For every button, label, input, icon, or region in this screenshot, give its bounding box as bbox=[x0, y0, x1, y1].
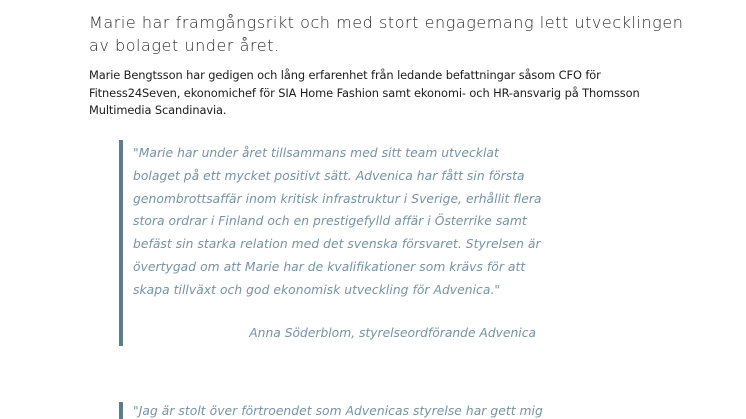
quote-attribution: Anna Söderblom, styrelseordförande Advenica bbox=[249, 326, 536, 340]
quote-text bbox=[133, 400, 549, 419]
quote-line: genombrottsaffär inom kritisk infrastruktur i Sverige, erhållit flera bbox=[133, 191, 542, 206]
quote-text bbox=[133, 140, 549, 302]
quote-line: "Jag är stolt över förtroendet som Advenicas styrelse har gett mig bbox=[133, 404, 543, 418]
quote-line: befäst sin starka relation med det svenska försvaret. Styrelsen är bbox=[133, 237, 541, 252]
lead-line-cut bbox=[89, 0, 709, 11]
blockquote-chairman bbox=[119, 140, 549, 346]
quote-line: stora ordrar i Finland och en prestigefylld affär i Österrike samt bbox=[133, 214, 527, 229]
quote-line: "Marie har under året tillsammans med sitt team utvecklat bbox=[133, 146, 499, 160]
quote-line: skapa tillväxt och god ekonomisk utveckling för Advenica." bbox=[133, 282, 501, 297]
quote-line: övertygad om att Marie har de kvalifikationer som krävs för att bbox=[133, 259, 526, 274]
lead-line-2: av bolaget under året. bbox=[89, 36, 280, 55]
blockquote-ceo bbox=[119, 402, 549, 419]
quote-line: bolaget på ett mycket positivt sätt. Advenica har fått sin första bbox=[133, 168, 525, 183]
body-paragraph: Marie Bengtsson har gedigen och lång erfarenhet från ledande befattningar såsom CFO för Fitness24Seven, ekonomichef för SIA Home Fashion samt ekonomi- och HR-ansvarig på Thomsson Multimedia Scandinavia. bbox=[89, 68, 640, 117]
lead-paragraph bbox=[89, 0, 709, 57]
lead-line-1: Marie har framgångsrikt och med stort engagemang lett utvecklingen bbox=[89, 13, 684, 32]
